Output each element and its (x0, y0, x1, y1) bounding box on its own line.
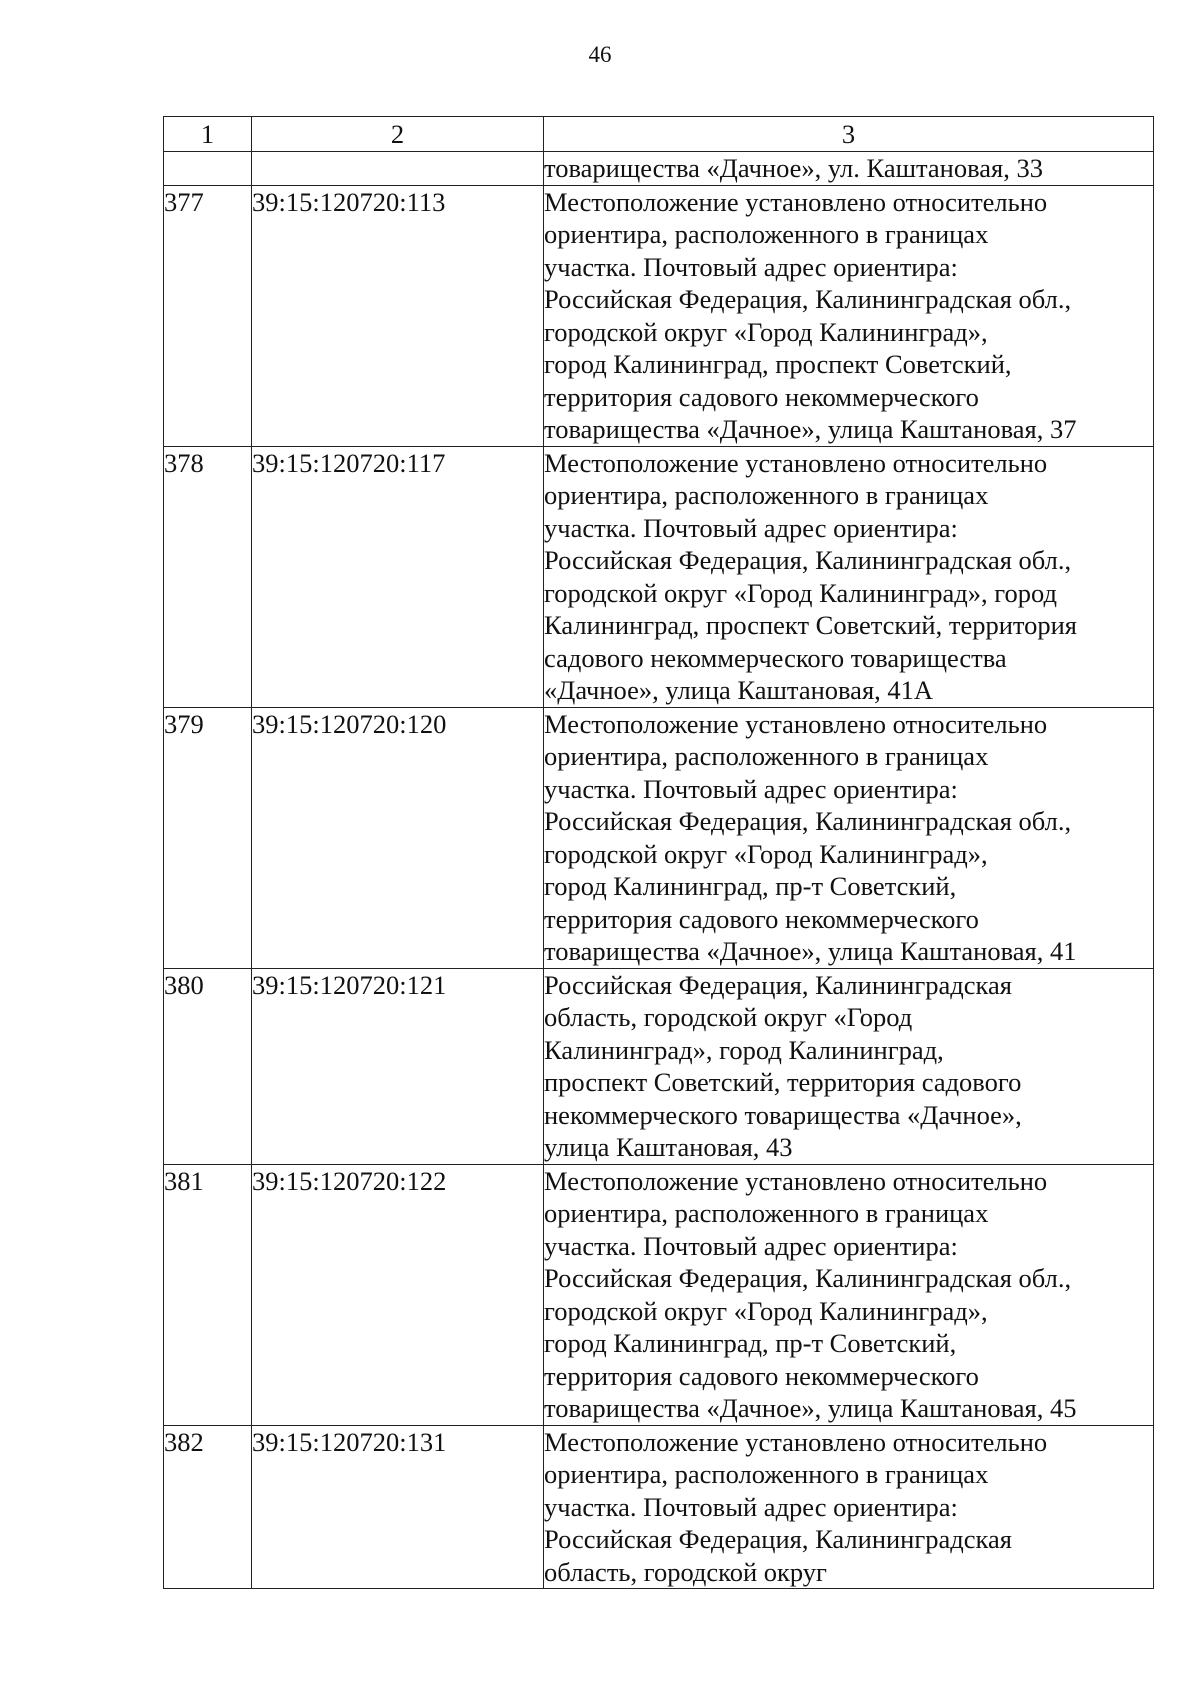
address-line: некоммерческого товарищества «Дачное», (544, 1099, 1022, 1130)
table-body (164, 152, 1154, 1589)
address-line: Местоположение установлено относительно (544, 447, 1048, 478)
address-line: ориентира, расположенного в границах (544, 1198, 989, 1228)
address-line: Местоположение установлено относительно (544, 186, 1048, 217)
address-line: товарищества «Дачное», улица Каштановая, 37 (544, 414, 1077, 444)
address-line: ориентира, расположенного в границах (544, 480, 989, 510)
table-row (164, 1425, 1154, 1589)
address-line: товарищества «Дачное», улица Каштановая, 41 (544, 936, 1077, 966)
table-row-continuation (164, 152, 1154, 186)
address-cell (544, 707, 1154, 968)
address-line: «Дачное», улица Каштановая, 41А (544, 675, 934, 705)
address-line: область, городской округ «Город (544, 1002, 913, 1032)
row-number-cell: 382 (164, 1425, 252, 1589)
address-line: городской округ «Город Калининград», (544, 838, 988, 869)
row-number-cell (164, 152, 252, 186)
address-line: участка. Почтовый адрес ориентира: (544, 251, 958, 282)
address-cell (544, 446, 1154, 707)
address-line: область, городской округ (544, 1556, 827, 1587)
column-header-number: 1 (164, 117, 252, 152)
row-number-cell: 381 (164, 1164, 252, 1425)
address-line: Российская Федерация, Калининградская (544, 1524, 1012, 1554)
address-line: Калининград, проспект Советский, территория (544, 610, 1077, 640)
address-line: городской округ «Город Калининград», (544, 1295, 988, 1326)
address-line: город Калининград, проспект Советский, (544, 349, 1012, 379)
address-line: территория садового некоммерческого (544, 381, 979, 412)
address-line: проспект Советский, территория садового (544, 1067, 1022, 1097)
table-row (164, 707, 1154, 968)
address-line: город Калининград, пр-т Советский, (544, 871, 957, 901)
address-line: садового некоммерческого товарищества (544, 642, 1007, 673)
address-cell (544, 1164, 1154, 1425)
address-line: участка. Почтовый адрес ориентира: (544, 773, 958, 804)
address-line: товарищества «Дачное», ул. Каштановая, 33 (544, 153, 1043, 183)
table-row (164, 185, 1154, 446)
column-header-address: 3 (544, 117, 1154, 152)
address-line: Российская Федерация, Калининградская обл., (544, 284, 1072, 314)
row-number-cell: 378 (164, 446, 252, 707)
table-row (164, 446, 1154, 707)
address-line: Калининград», город Калининград, (544, 1034, 944, 1065)
address-line: городской округ «Город Калининград», город (544, 577, 1057, 608)
address-line: Российская Федерация, Калининградская обл., (544, 806, 1072, 836)
address-line: территория садового некоммерческого (544, 1360, 979, 1391)
land-plots-table (163, 116, 1154, 1589)
table-header-row (164, 117, 1154, 152)
address-line: городской округ «Город Калининград», (544, 316, 988, 347)
address-line: город Калининград, пр-т Советский, (544, 1328, 957, 1358)
address-line: ориентира, расположенного в границах (544, 741, 989, 771)
row-number-cell: 377 (164, 185, 252, 446)
address-line: ориентира, расположенного в границах (544, 219, 989, 249)
cadastral-number-cell: 39:15:120720:122 (252, 1164, 544, 1425)
address-cell (544, 185, 1154, 446)
address-line: Российская Федерация, Калининградская обл., (544, 1263, 1072, 1293)
address-line: территория садового некоммерческого (544, 903, 979, 934)
address-cell (544, 152, 1154, 186)
cadastral-number-cell: 39:15:120720:117 (252, 446, 544, 707)
address-line: Местоположение установлено относительно (544, 708, 1048, 739)
address-line: участка. Почтовый адрес ориентира: (544, 1230, 958, 1261)
page-number: 46 (588, 42, 612, 67)
address-line: ориентира, расположенного в границах (544, 1459, 989, 1489)
table-row (164, 968, 1154, 1164)
address-line: Местоположение установлено относительно (544, 1165, 1048, 1196)
address-cell (544, 968, 1154, 1164)
table-row (164, 1164, 1154, 1425)
cadastral-number-cell: 39:15:120720:121 (252, 968, 544, 1164)
address-line: участка. Почтовый адрес ориентира: (544, 1491, 958, 1522)
address-line: Российская Федерация, Калининградская (544, 969, 1012, 1000)
address-cell (544, 1425, 1154, 1589)
row-number-cell: 380 (164, 968, 252, 1164)
address-line: участка. Почтовый адрес ориентира: (544, 512, 958, 543)
cadastral-number-cell: 39:15:120720:120 (252, 707, 544, 968)
cadastral-number-cell: 39:15:120720:113 (252, 185, 544, 446)
column-header-cadastral: 2 (252, 117, 544, 152)
cadastral-number-cell (252, 152, 544, 186)
address-line: Российская Федерация, Калининградская обл., (544, 545, 1072, 575)
row-number-cell: 379 (164, 707, 252, 968)
address-line: улица Каштановая, 43 (544, 1132, 793, 1162)
address-line: товарищества «Дачное», улица Каштановая, 45 (544, 1393, 1077, 1423)
cadastral-number-cell: 39:15:120720:131 (252, 1425, 544, 1589)
address-line: Местоположение установлено относительно (544, 1426, 1048, 1457)
